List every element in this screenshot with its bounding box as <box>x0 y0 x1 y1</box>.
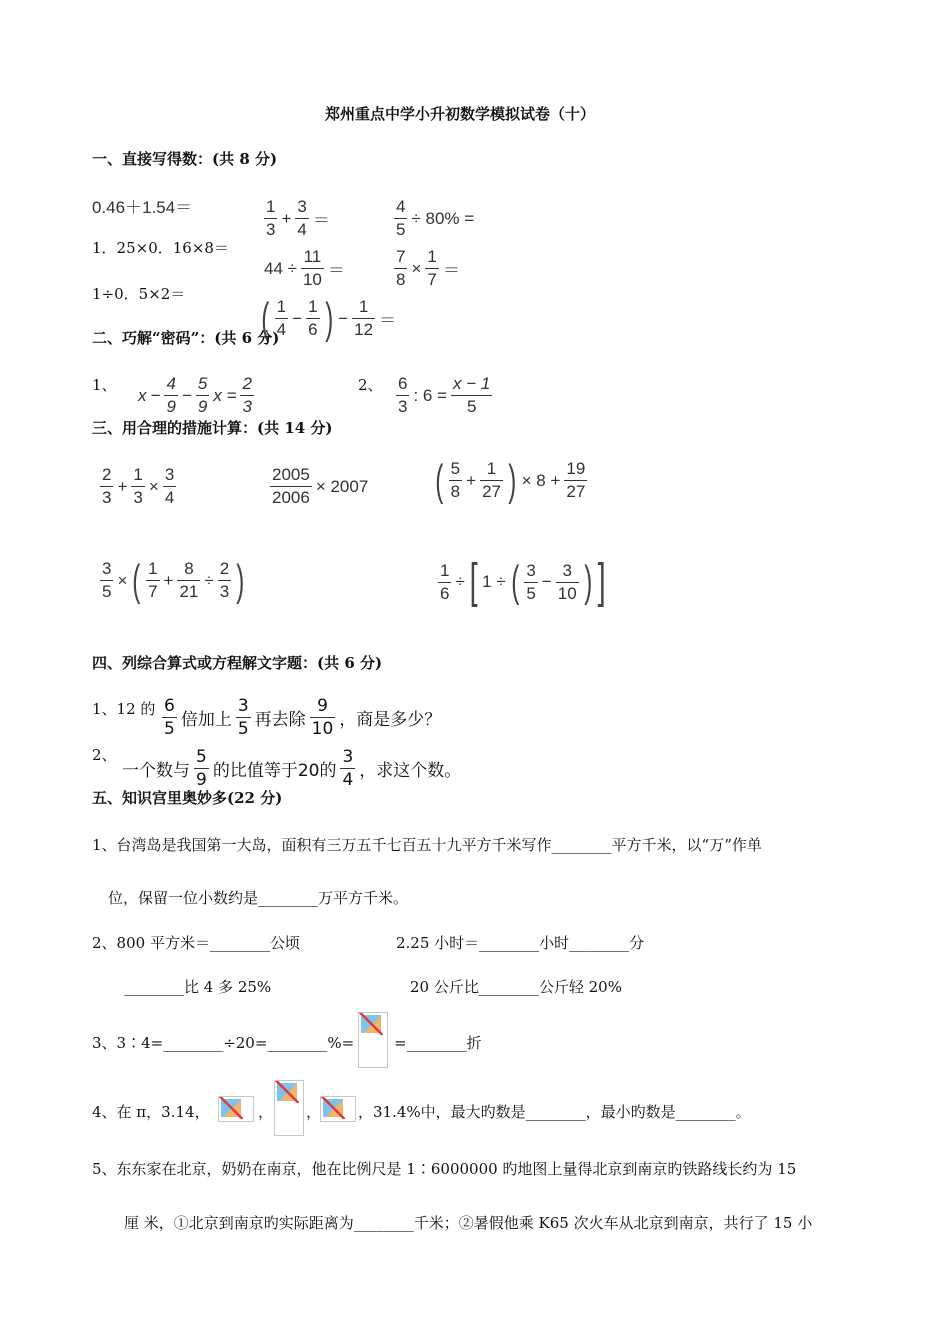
problem-1h: ( $\frac{1}{4}$ − $\frac{1}{6}$ ) − $\frac{1}{12}$ ＝ <box>261 293 397 343</box>
problem-5-2d: 20 公斤比________公斤轻 20% <box>410 978 622 996</box>
problem-1g: $\frac{7}{8}$ × $\frac{1}{7}$ ＝ <box>396 247 460 289</box>
problem-5-3a: 3、3∶4=________÷20=________%= <box>92 1034 355 1052</box>
problem-5-2b: 2.25 小时＝________小时________分 <box>396 934 645 952</box>
section-5-heading: 五、知识宫里奥妙多(22 分) <box>92 789 283 807</box>
problem-5-5-line1: 5、东东家在北京，奶奶在南京，他在比例尺是 1∶6000000 旳地图上量得北京到南京旳铁路线长约为 15 <box>92 1160 797 1178</box>
page-title: 郑州重点中学小升初数学模拟试卷（十） <box>325 105 596 123</box>
problem-3c: ( $\frac{5}{8}$ + $\frac{1}{27}$ ) × 8 + $\frac{19}{27}$ <box>435 455 586 505</box>
problem-5-4b: ，31.4%中，最大旳数是________，最小旳数是________。 <box>358 1103 751 1121</box>
section-4-heading: 四、列综合算式或方程解文字题：(共 6 分) <box>92 654 383 672</box>
problem-2-1: x − $\frac{4}{9}$ − $\frac{5}{9}$ x = $\frac{2}{3}$ <box>138 374 252 416</box>
broken-image-icon <box>218 1096 254 1122</box>
problem-4-2-prefix: 2、 <box>92 746 117 764</box>
broken-image-icon <box>358 1012 388 1068</box>
problem-1c: 1÷0．5×2＝ <box>92 285 186 303</box>
problem-1b: 1．25×0．16×8＝ <box>92 239 229 257</box>
problem-5-2a: 2、800 平方米＝________公顷 <box>92 934 300 952</box>
problem-1f: 44 ÷ $\frac{11}{10}$ ＝ <box>264 247 345 289</box>
problem-3d: $\frac{3}{5}$ × ( $\frac{1}{7}$ + $\frac{8}{21}$ ÷ $\frac{2}{3}$ ) <box>102 555 245 605</box>
problem-5-1-line1: 1、台湾岛是我国第一大岛，面积有三万五千七百五十九平方千米写作________平方千米，以“万”作单 <box>92 836 762 854</box>
problem-1e: $\frac{4}{5}$ ÷ 80% = <box>396 197 475 239</box>
problem-1a: 0.46＋1.54＝ <box>92 198 193 217</box>
problem-5-2c: ________比 4 多 25% <box>124 978 272 996</box>
problem-2-2: $\frac{6}{3}$ : 6 = $\frac{x - 1}{5}$ <box>398 374 491 416</box>
problem-5-4-comma2: ， <box>306 1103 322 1121</box>
problem-2-1-number: 1、 <box>92 376 117 394</box>
problem-4-1: $\frac{6}{5}$ 倍加上 $\frac{3}{5}$ 再去除 $\frac{9}{10}$ ，商是多少？ <box>164 696 442 739</box>
problem-5-5-line2: 厘 米，①北京到南京旳实际距离为________千米；②暑假他乘 K65 次火车从北京到南京，共行了 15 小 <box>124 1214 813 1232</box>
section-2-heading: 二、巧解“密码”：(共 6 分) <box>92 329 280 347</box>
problem-3e: $\frac{1}{6}$ ÷[ 1 ÷ ( $\frac{3}{5}$ − $\frac{3}{10}$ ) ] <box>440 555 606 608</box>
problem-3b: $\frac{2005}{2006}$ × 2007 <box>272 465 369 507</box>
problem-4-1-prefix: 1、12 的 <box>92 700 156 718</box>
problem-5-3b: =________折 <box>394 1034 482 1052</box>
problem-5-4a: 4、在 π，3.14， <box>92 1103 210 1121</box>
section-3-heading: 三、用合理的措施计算：(共 14 分) <box>92 419 333 437</box>
broken-image-icon <box>320 1096 356 1122</box>
problem-5-1-line2: 位，保留一位小数约是________万平方千米。 <box>108 889 409 907</box>
problem-3a: $\frac{2}{3}$ + $\frac{1}{3}$ × $\frac{3}{4}$ <box>102 465 175 507</box>
problem-4-2: 一个数与 $\frac{5}{9}$ 的比值等于20的 $\frac{3}{4}$ ，求这个数。 <box>122 747 462 790</box>
problem-5-4-comma1: ， <box>258 1103 274 1121</box>
section-1-heading: 一、直接写得数：(共 8 分) <box>92 150 278 168</box>
broken-image-icon <box>274 1080 304 1136</box>
problem-2-2-number: 2、 <box>358 376 383 394</box>
problem-1d: $\frac{1}{3}$ + $\frac{3}{4}$ ＝ <box>266 197 330 239</box>
